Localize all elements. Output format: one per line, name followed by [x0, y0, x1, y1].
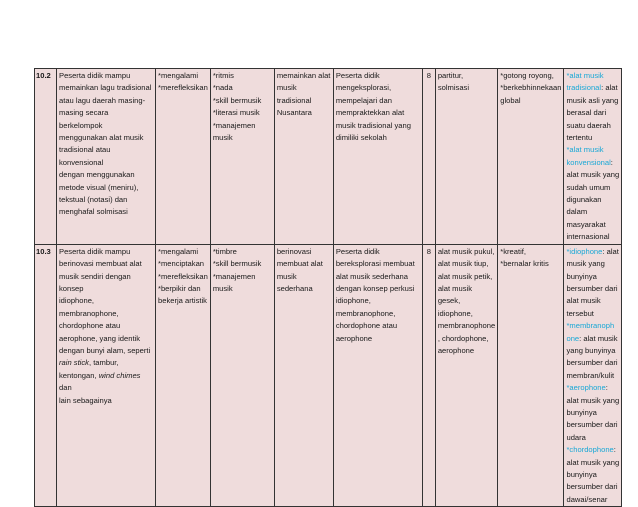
table-row	[35, 69, 622, 245]
activity-goal: Peserta didik bereksplorasi membuat alat musik sederhana dengan konsep perkusi idiophone, membranophone, chordophone atau aerophone	[333, 244, 422, 507]
glossary-term: *aerophone	[566, 383, 606, 393]
glossary	[564, 244, 622, 507]
example-rain-stick: rain stick	[59, 358, 89, 368]
row-number: 10.2	[35, 69, 57, 245]
objective-text: Peserta didik mampu berinovasi membuat alat musik sendiri dengan konsep idiophone, membranophone, chordophone atau aerophone, yang identik dengan bunyi alam, seperti	[59, 246, 151, 355]
learning-process: *mengalami *merefleksikan	[156, 69, 211, 245]
glossary-term: *chordophone	[566, 445, 614, 455]
row-number: 10.3	[35, 244, 57, 507]
glossary-term: *alat musik konvensional	[566, 145, 611, 167]
material: partitur, solmisasi	[435, 69, 497, 245]
glossary-definition: : alat musik asli yang berasal dari suatu daerah tertentu	[566, 83, 619, 143]
music-elements: *timbre *skill bermusik *manajemen musik	[210, 244, 274, 507]
learning-objective	[57, 244, 156, 507]
student-profile: *gotong royong, *berkebhinnekaan global	[498, 69, 564, 245]
example-wind-chimes: wind chimes	[98, 370, 141, 380]
glossary	[564, 69, 622, 245]
material: alat musik pukul, alat musik tiup, alat musik petik, alat musik gesek, idiophone, membranophone , chordophone, aerophone	[435, 244, 497, 507]
music-elements: *ritmis *nada *skill bermusik *literasi musik *manajemen musik	[210, 69, 274, 245]
glossary-term: *alat musik tradisional	[566, 71, 604, 93]
objective-text: , tambur, kentongan,	[59, 358, 119, 380]
activity-goal: Peserta didik mengeksplorasi, mempelajari dan mempraktekkan alat musik tradisional yang dimiliki sekolah	[333, 69, 422, 245]
learning-objective: Peserta didik mampu memainkan lagu tradisional atau lagu daerah masing- masing secara berkelompok menggunakan alat musik tradisional atau konvensional dengan menggunakan metode visual (meniru), tekstual (notasi) dan menghafal solmisasi	[57, 69, 156, 245]
objective-text: dan lain sebagainya	[59, 383, 112, 405]
glossary-definition: : alat musik yang bunyinya bersumber dari dawai/senar	[566, 445, 620, 504]
learning-process: *mengalami *menciptakan *merefleksikan *berpikir dan bekerja artistik	[156, 244, 211, 507]
topic: berinovasi membuat alat musik sederhana	[274, 244, 333, 507]
glossary-term: *idiophone	[566, 246, 603, 256]
glossary-definition: : alat musik yang bunyinya bersumber dari membran/kulit	[566, 333, 618, 380]
hours: 8	[422, 244, 435, 507]
glossary-definition: : alat musik yang bunyinya bersumber dari udara	[566, 383, 620, 442]
glossary-definition: : alat musik yang sudah umum digunakan dalam masyarakat internasional	[566, 157, 620, 242]
hours: 8	[422, 69, 435, 245]
glossary-definition: : alat musik yang bunyinya bersumber dari alat musik tersebut	[566, 246, 619, 318]
curriculum-table	[34, 68, 622, 507]
table-row	[35, 244, 622, 507]
glossary-term: *membranoph one	[566, 321, 615, 343]
student-profile: *kreatif, *bernalar kritis	[498, 244, 564, 507]
topic: memainkan alat musik tradisional Nusantara	[274, 69, 333, 245]
